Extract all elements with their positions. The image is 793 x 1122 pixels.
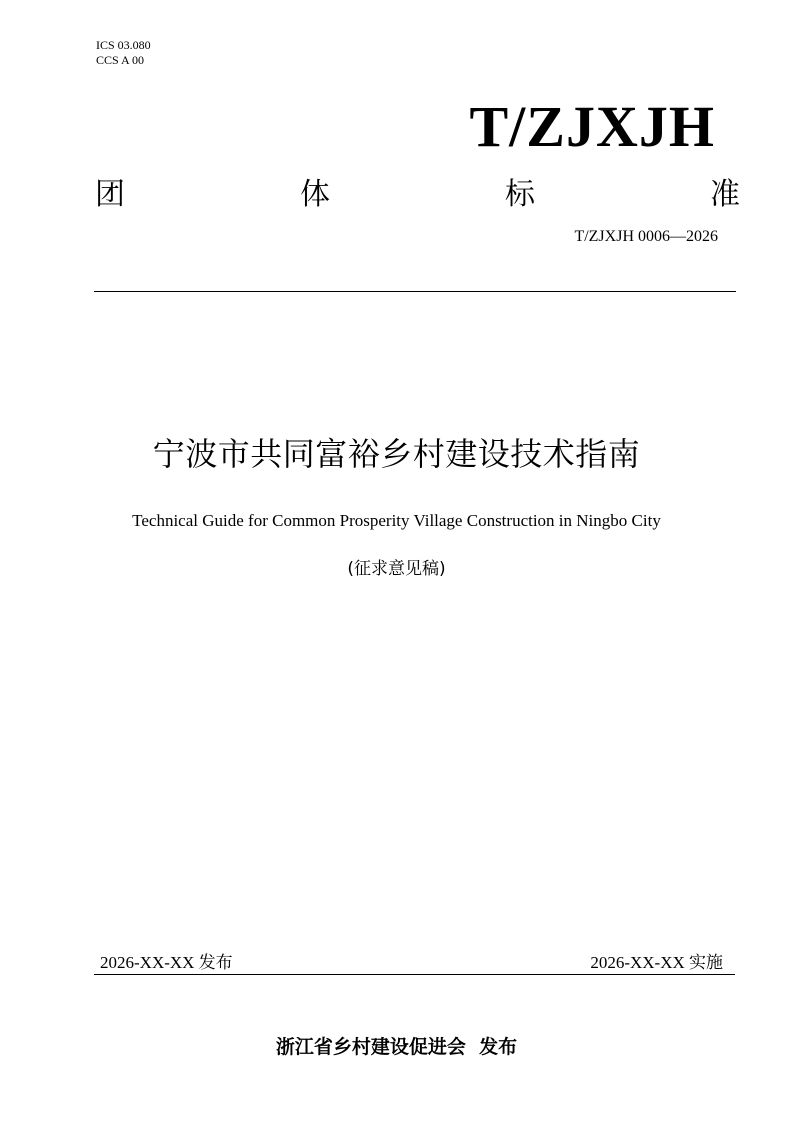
issuer: 浙江省乡村建设促进会 发布: [275, 1036, 518, 1058]
classification-codes: [96, 38, 151, 68]
standard-type: [95, 175, 740, 215]
title-chinese: 宁波市共同富裕乡村建设技术指南: [152, 435, 641, 473]
publish-date: 2026-XX-XX 发布: [100, 953, 233, 972]
standard-type-char: 标: [505, 178, 535, 211]
standard-type-char: 准: [710, 178, 740, 211]
header-divider: [94, 291, 736, 292]
draft-status: (征求意见稿): [347, 559, 446, 579]
standard-number: T/ZJXJH 0006—2026: [574, 228, 718, 245]
standard-type-char: 体: [300, 178, 330, 211]
ics-code: ICS 03.080: [96, 38, 151, 52]
standard-prefix: T/ZJXJH: [469, 94, 715, 159]
title-english: Technical Guide for Common Prosperity Village Construction in Ningbo City: [132, 511, 661, 530]
ccs-code: CCS A 00: [96, 53, 145, 67]
standard-type-char: 团: [95, 178, 125, 211]
footer-divider: [94, 974, 735, 975]
implement-date: 2026-XX-XX 实施: [590, 953, 723, 972]
